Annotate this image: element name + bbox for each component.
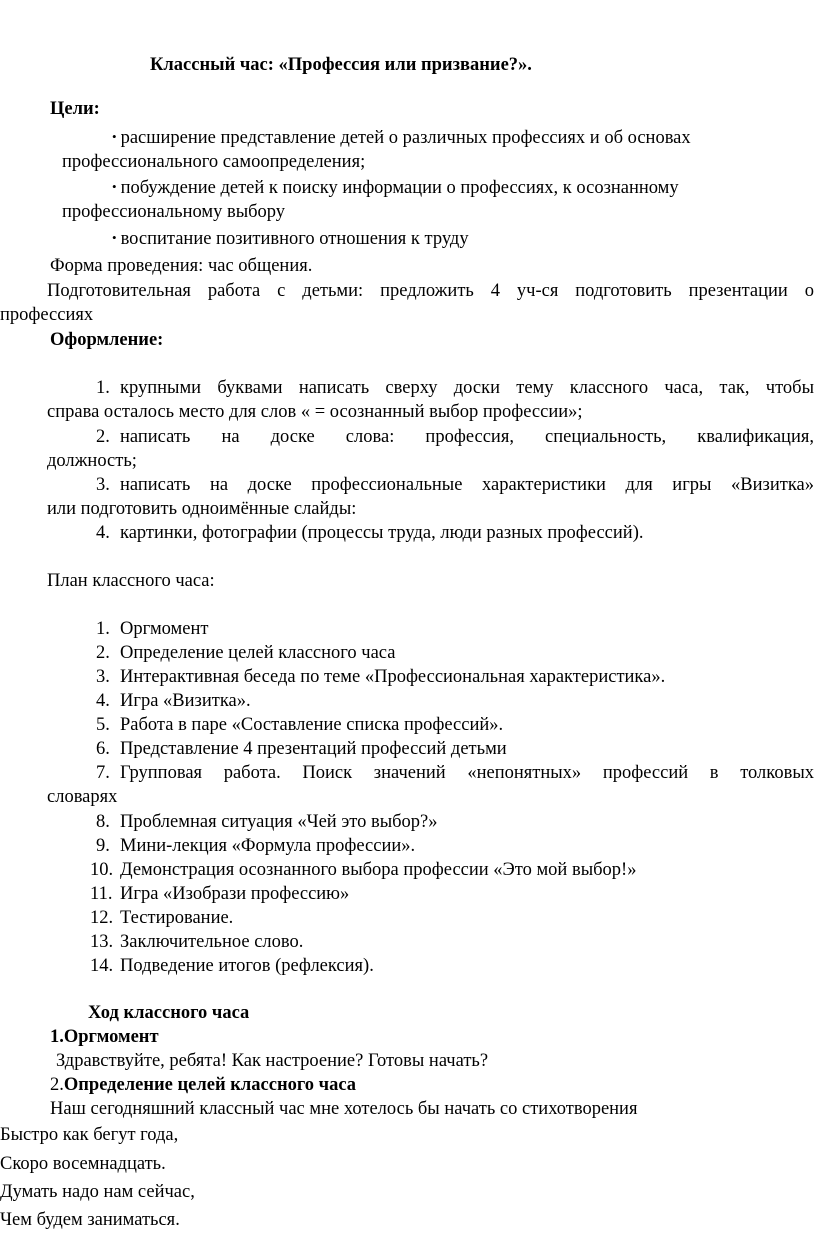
goal-item-1-text: расширение представление детей о различных профессиях и об основах <box>120 128 691 148</box>
plan-item-8-num: 8. <box>96 812 110 832</box>
plan-item-7-num: 7. <box>96 763 110 783</box>
goal-item-3 <box>112 227 469 252</box>
section-2-text: Наш сегодняшний классный час мне хотелось бы начать со стихотворения <box>50 1099 638 1119</box>
section-1-text: Здравствуйте, ребята! Как настроение? Готовы начать? <box>56 1051 489 1071</box>
course-heading: Ход классного часа <box>88 1003 250 1023</box>
section-2-num: 2. <box>50 1075 64 1095</box>
design-item-2-text: написать на доске слова: профессия, специальность, квалификация, <box>120 427 814 447</box>
plan-item-10 <box>90 858 636 882</box>
section-2-title: Определение целей классного часа <box>63 1075 357 1095</box>
design-item-2-cont: должность; <box>47 451 137 471</box>
plan-item-6 <box>96 737 507 761</box>
design-item-1-num: 1. <box>96 378 110 398</box>
plan-item-9 <box>96 834 415 858</box>
design-item-2 <box>96 425 814 449</box>
plan-item-12-text: Тестирование. <box>120 908 234 928</box>
plan-item-4 <box>96 689 251 713</box>
plan-item-5-text: Работа в паре «Составление списка профессий». <box>120 715 504 735</box>
plan-item-11 <box>90 882 349 906</box>
plan-item-9-text: Мини-лекция «Формула профессии». <box>120 836 416 856</box>
plan-item-13 <box>90 930 303 954</box>
goal-item-3-text: воспитание позитивного отношения к труду <box>120 229 469 249</box>
plan-item-12 <box>90 906 233 930</box>
plan-item-8-text: Проблемная ситуация «Чей это выбор?» <box>120 812 438 832</box>
design-item-1-cont: справа осталось место для слов « = осознанный выбор профессии»; <box>47 402 583 422</box>
section-1-heading: 1.Оргмомент <box>50 1027 159 1047</box>
plan-item-3-num: 3. <box>96 667 110 687</box>
plan-item-3 <box>96 665 665 689</box>
plan-item-5-num: 5. <box>96 715 110 735</box>
design-heading: Оформление: <box>50 330 164 350</box>
plan-item-3-text: Интерактивная беседа по теме «Профессиональная характеристика». <box>120 667 666 687</box>
plan-item-6-num: 6. <box>96 739 110 759</box>
plan-item-2-text: Определение целей классного часа <box>120 643 396 663</box>
goal-item-2-cont: профессиональному выбору <box>62 202 286 222</box>
poem-line-3: Думать надо нам сейчас, <box>0 1182 195 1202</box>
plan-item-1 <box>96 617 208 641</box>
plan-item-5 <box>96 713 503 737</box>
design-item-1-text: крупными буквами написать сверху доски тему классного часа, так, чтобы <box>120 378 814 398</box>
poem-line-4: Чем будем заниматься. <box>0 1210 180 1230</box>
design-item-3 <box>96 473 814 497</box>
plan-item-10-num: 10. <box>90 860 114 880</box>
plan-item-2-num: 2. <box>96 643 110 663</box>
design-item-2-num: 2. <box>96 427 110 447</box>
form-line: Форма проведения: час общения. <box>50 256 313 276</box>
plan-item-7-cont: словарях <box>47 787 118 807</box>
plan-item-1-num: 1. <box>96 619 110 639</box>
design-item-4-num: 4. <box>96 523 110 543</box>
goal-item-2 <box>112 176 679 201</box>
plan-item-2 <box>96 641 395 665</box>
plan-item-7 <box>96 761 814 785</box>
plan-item-1-text: Оргмомент <box>120 619 209 639</box>
design-item-4 <box>96 521 643 545</box>
plan-item-13-num: 13. <box>90 932 114 952</box>
design-item-3-text: написать на доске профессиональные характеристики для игры «Визитка» <box>120 475 814 495</box>
prep-line-1: Подготовительная работа с детьми: предложить 4 уч-ся подготовить презентации о <box>47 281 814 301</box>
plan-item-14-num: 14. <box>90 956 114 976</box>
design-item-4-text: картинки, фотографии (процессы труда, люди разных профессий). <box>120 523 644 543</box>
plan-item-9-num: 9. <box>96 836 110 856</box>
plan-heading: План классного часа: <box>47 571 215 591</box>
plan-item-14 <box>90 954 374 978</box>
plan-item-4-text: Игра «Визитка». <box>120 691 251 711</box>
design-item-3-cont: или подготовить одноимённые слайды: <box>47 499 357 519</box>
goals-heading: Цели: <box>50 99 100 119</box>
prep-line-2: профессиях <box>0 305 94 325</box>
goal-item-1-cont: профессионального самоопределения; <box>62 152 366 172</box>
section-2-heading <box>50 1073 356 1097</box>
goal-item-2-text: побуждение детей к поиску информации о профессиях, к осознанному <box>120 178 679 198</box>
plan-item-8 <box>96 810 438 834</box>
design-item-1 <box>96 376 814 400</box>
poem-line-2: Скоро восемнадцать. <box>0 1154 166 1174</box>
design-item-3-num: 3. <box>96 475 110 495</box>
plan-item-10-text: Демонстрация осознанного выбора профессии «Это мой выбор!» <box>120 860 637 880</box>
poem-line-1: Быстро как бегут года, <box>0 1125 179 1145</box>
plan-item-13-text: Заключительное слово. <box>120 932 304 952</box>
plan-item-14-text: Подведение итогов (рефлексия). <box>120 956 374 976</box>
plan-item-11-num: 11. <box>90 884 113 904</box>
plan-item-4-num: 4. <box>96 691 110 711</box>
plan-item-11-text: Игра «Изобрази профессию» <box>120 884 350 904</box>
document-title: Классный час: «Профессия или призвание?». <box>150 55 532 75</box>
plan-item-7-text: Групповая работа. Поиск значений «непонятных» профессий в толковых <box>120 763 814 783</box>
plan-item-6-text: Представление 4 презентаций профессий детьми <box>120 739 507 759</box>
plan-item-12-num: 12. <box>90 908 114 928</box>
goal-item-1 <box>112 126 691 151</box>
